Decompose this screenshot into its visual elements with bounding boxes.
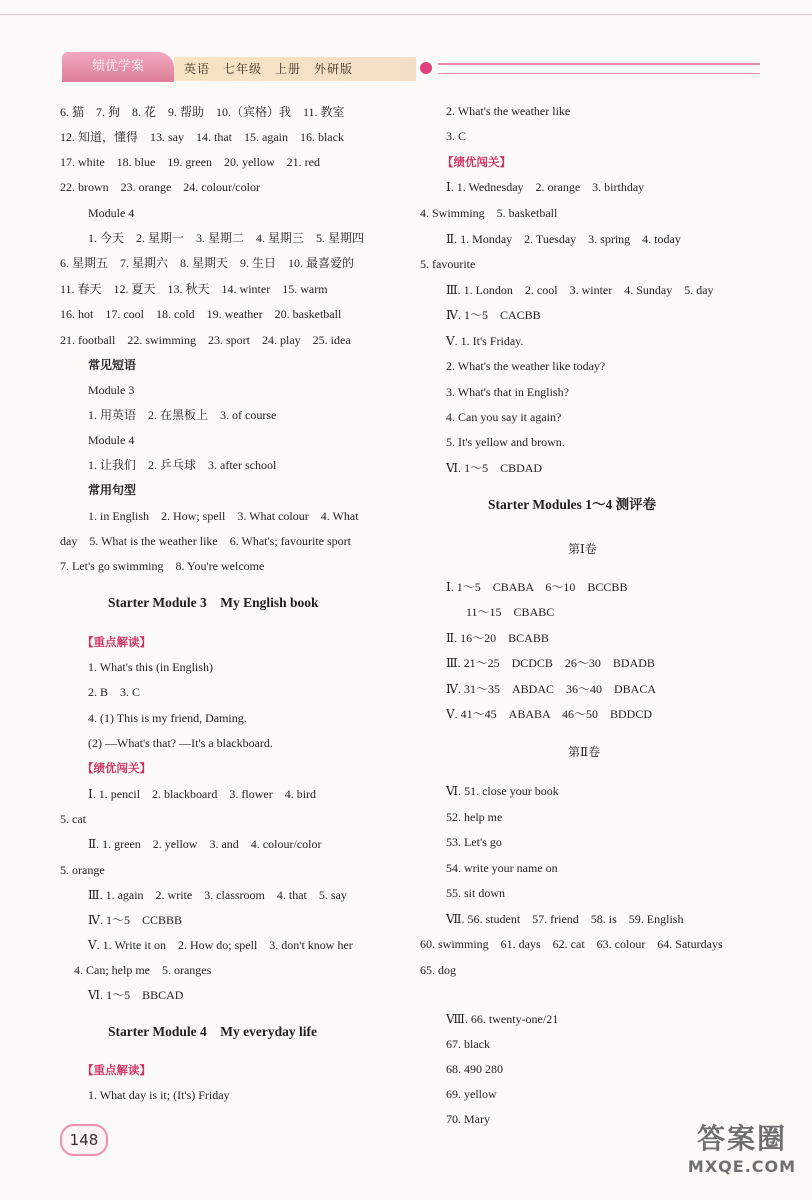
answer-line: 70. Mary: [446, 1112, 490, 1126]
answer-line: Ⅲ. 1. London 2. cool 3. winter 4. Sunday 5. day: [446, 283, 714, 297]
answer-line: Ⅵ. 51. close your book: [446, 784, 559, 798]
answer-line: Ⅵ. 1～5 CBDAD: [446, 461, 543, 475]
answer-line: 4. Can you say it again?: [446, 410, 562, 424]
answer-line: Ⅴ. 1. It's Friday.: [446, 334, 524, 348]
answer-line: 5. favourite: [420, 257, 476, 271]
header-rule: [438, 63, 760, 74]
answer-line: 1. in English 2. How; spell 3. What colour 4. What: [88, 509, 359, 523]
answer-line: Ⅲ. 1. again 2. write 3. classroom 4. that 5. say: [88, 888, 347, 902]
answer-line: 11. 春天 12. 夏天 13. 秋天 14. winter 15. warm: [60, 282, 328, 296]
section-tag: 【绩优闯关】: [82, 761, 151, 775]
section-heading: Starter Module 3 My English book: [108, 595, 319, 610]
answer-line: 3. What's that in English?: [446, 385, 569, 399]
answer-line: 67. black: [446, 1037, 490, 1051]
book-info-band: 英语 七年级 上册 外研版: [174, 57, 416, 81]
answer-line: Ⅰ. 1. pencil 2. blackboard 3. flower 4. bird: [88, 787, 317, 801]
watermark-logo: [682, 1120, 802, 1190]
answer-line: 5. It's yellow and brown.: [446, 435, 565, 449]
answer-line: 54. write your name on: [446, 861, 558, 875]
section-tag: 【绩优闯关】: [442, 155, 511, 169]
answer-line: 11～15 CBABC: [466, 605, 555, 619]
answer-line: 5. orange: [60, 863, 105, 877]
answer-line: Ⅴ. 1. Write it on 2. How do; spell 3. don't know her: [88, 938, 353, 952]
answer-line: day 5. What is the weather like 6. What's; favourite sport: [60, 534, 351, 548]
answer-line: 69. yellow: [446, 1087, 497, 1101]
answer-line: Ⅱ. 16～20 BCABB: [446, 631, 549, 645]
answer-line: Ⅰ. 1～5 CBABA 6～10 BCCBB: [446, 580, 628, 594]
module-label: Module 3: [88, 383, 135, 397]
answer-line: Ⅱ. 1. green 2. yellow 3. and 4. colour/color: [88, 837, 322, 851]
answer-line: 1. 让我们 2. 乒乓球 3. after school: [88, 458, 277, 472]
answer-line: 4. Swimming 5. basketball: [420, 206, 558, 220]
part-label: 第Ⅰ卷: [568, 542, 597, 556]
header-dot-icon: [420, 62, 432, 74]
answer-line: Ⅱ. 1. Monday 2. Tuesday 3. spring 4. today: [446, 232, 681, 246]
answer-line: 22. brown 23. orange 24. colour/color: [60, 180, 260, 194]
answer-line: Ⅵ. 1～5 BBCAD: [88, 988, 184, 1002]
answer-line: Ⅲ. 21～25 DCDCB 26～30 BDADB: [446, 656, 655, 670]
section-label: 常用句型: [88, 483, 137, 497]
answer-line: (2) —What's that? —It's a blackboard.: [88, 736, 273, 750]
answer-line: Ⅳ. 1～5 CCBBB: [88, 913, 183, 927]
module-label: Module 4: [88, 433, 135, 447]
answer-line: Ⅳ. 1～5 CACBB: [446, 308, 541, 322]
answer-line: Ⅷ. 66. twenty-one/21: [446, 1012, 559, 1026]
answer-line: 4. (1) This is my friend, Daming.: [88, 711, 247, 725]
part-label: 第Ⅱ卷: [568, 745, 601, 759]
module-label: Module 4: [88, 206, 135, 220]
answer-line: Ⅰ. 1. Wednesday 2. orange 3. birthday: [446, 180, 645, 194]
answer-line: 1. 用英语 2. 在黑板上 3. of course: [88, 408, 277, 422]
answer-line: Ⅴ. 41～45 ABABA 46～50 BDDCD: [446, 707, 653, 721]
answer-line: 1. What's this (in English): [88, 660, 213, 674]
answer-line: 5. cat: [60, 812, 86, 826]
answer-line: 17. white 18. blue 19. green 20. yellow 21. red: [60, 155, 320, 169]
watermark-url: MXQE.COM: [687, 1157, 797, 1176]
answer-line: 65. dog: [420, 963, 456, 977]
section-heading: Starter Module 4 My everyday life: [108, 1024, 317, 1039]
answer-line: 2. What's the weather like today?: [446, 359, 606, 373]
answer-line: 2. B 3. C: [88, 685, 141, 699]
section-tag: 【重点解读】: [82, 635, 151, 649]
answer-line: 1. 今天 2. 星期一 3. 星期二 4. 星期三 5. 星期四: [88, 231, 365, 245]
section-label: 常见短语: [88, 358, 137, 372]
watermark-text: 答案圈: [696, 1122, 787, 1155]
answer-line: 60. swimming 61. days 62. cat 63. colour 64. Saturdays: [420, 937, 723, 951]
answer-line: 53. Let's go: [446, 835, 502, 849]
answer-line: 52. help me: [446, 810, 503, 824]
answer-line: Ⅳ. 31～35 ABDAC 36～40 DBACA: [446, 682, 657, 696]
answer-line: 3. C: [446, 129, 467, 143]
answer-line: 12. 知道，懂得 13. say 14. that 15. again 16. black: [60, 130, 344, 144]
answer-line: 16. hot 17. cool 18. cold 19. weather 20. basketball: [60, 307, 342, 321]
answer-line: 7. Let's go swimming 8. You're welcome: [60, 559, 265, 573]
answer-line: Ⅶ. 56. student 57. friend 58. is 59. English: [446, 912, 684, 926]
series-tab: 绩优学案: [62, 52, 174, 82]
answer-line: 21. football 22. swimming 23. sport 24. play 25. idea: [60, 333, 351, 347]
section-tag: 【重点解读】: [82, 1063, 151, 1077]
answer-line: 6. 星期五 7. 星期六 8. 星期天 9. 生日 10. 最喜爱的: [60, 256, 355, 270]
answer-line: 2. What's the weather like: [446, 104, 571, 118]
section-heading: Starter Modules 1～4 测评卷: [488, 497, 657, 512]
answer-line: 4. Can; help me 5. oranges: [74, 963, 212, 977]
answer-line: 68. 490 280: [446, 1062, 503, 1076]
answer-line: 6. 猫 7. 狗 8. 花 9. 帮助 10.（宾格）我 11. 教室: [60, 105, 345, 119]
answer-line: 1. What day is it; (It's) Friday: [88, 1088, 230, 1102]
answer-line: 55. sit down: [446, 886, 506, 900]
top-rule: [0, 14, 812, 15]
page-number: 148: [60, 1124, 108, 1156]
